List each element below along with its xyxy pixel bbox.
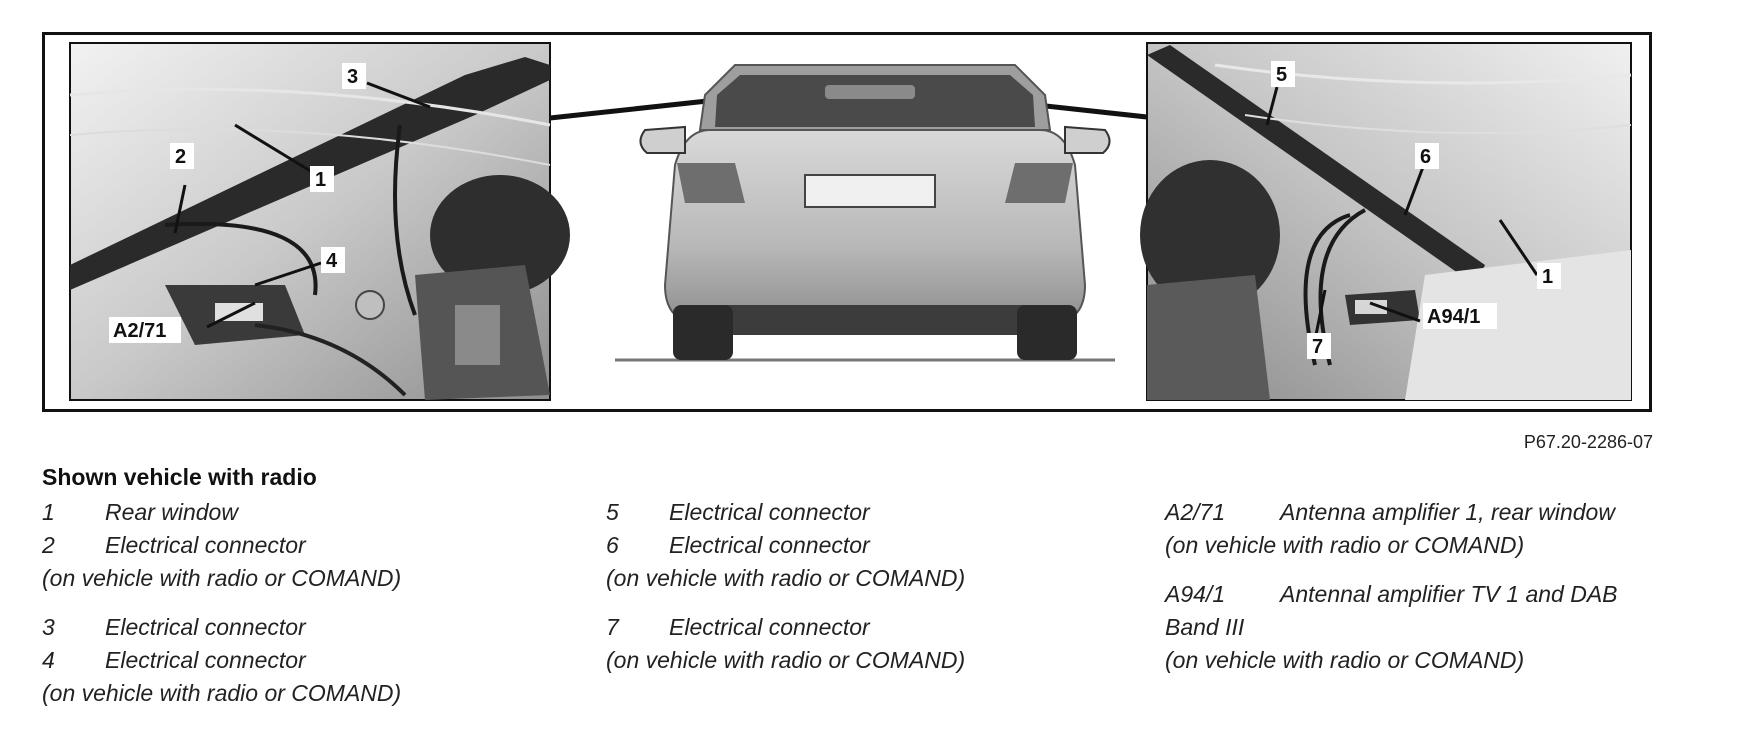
legend-text: Electrical connector — [669, 532, 870, 558]
legend-number: 4 — [42, 647, 55, 673]
legend-number: 5 — [606, 499, 619, 525]
legend-text: Antenna amplifier 1, rear window — [1280, 499, 1615, 525]
legend-number: A94/1 — [1165, 581, 1226, 607]
legend-item — [606, 529, 1126, 562]
legend-item — [1165, 578, 1685, 611]
callout-1-right: 1 — [1542, 266, 1554, 288]
legend-item — [42, 611, 562, 644]
legend-text: Electrical connector — [669, 499, 870, 525]
legend-number: A2/71 — [1165, 499, 1226, 525]
legend-text: Rear window — [105, 499, 238, 525]
callout-7: 7 — [1312, 336, 1324, 358]
legend-item — [606, 611, 1126, 644]
legend-text: Electrical connector — [669, 614, 870, 640]
callout-5: 5 — [1276, 64, 1288, 86]
reference-code: P67.20-2286-07 — [1523, 432, 1653, 452]
legend-number: 3 — [42, 614, 55, 640]
legend-text: Electrical connector — [105, 532, 306, 558]
diagram-figure — [42, 32, 1652, 412]
legend-item — [42, 644, 562, 677]
right-detail-photo — [1140, 43, 1631, 400]
vehicle-rear-view — [615, 65, 1115, 360]
callout-3: 3 — [347, 66, 359, 88]
legend-text: Electrical connector — [105, 647, 306, 673]
legend-item — [42, 529, 562, 562]
left-detail-photo — [70, 43, 570, 400]
legend-item — [42, 496, 562, 529]
callout-6: 6 — [1420, 146, 1432, 168]
legend-note: Band III — [1165, 614, 1245, 640]
callout-2: 2 — [175, 146, 187, 168]
diagram-svg — [45, 35, 1649, 409]
legend-column-3 — [1165, 496, 1685, 677]
legend-number: 6 — [606, 532, 619, 558]
legend-note: (on vehicle with radio or COMAND) — [42, 565, 402, 591]
legend-number: 7 — [606, 614, 619, 640]
legend-item — [1165, 496, 1685, 529]
legend-number: 2 — [42, 532, 55, 558]
legend-text: Antennal amplifier TV 1 and DAB — [1280, 581, 1618, 607]
legend-note: (on vehicle with radio or COMAND) — [1165, 532, 1525, 558]
legend-note: (on vehicle with radio or COMAND) — [42, 680, 402, 706]
legend-item — [606, 496, 1126, 529]
callout-a2-71: A2/71 — [113, 320, 167, 342]
legend-note: (on vehicle with radio or COMAND) — [606, 647, 966, 673]
callout-a94-1: A94/1 — [1427, 306, 1481, 328]
legend-text: Electrical connector — [105, 614, 306, 640]
legend-number: 1 — [42, 499, 55, 525]
legend-column-2 — [606, 496, 1126, 677]
legend-title: Shown vehicle with radio — [42, 464, 317, 490]
legend-column-1 — [42, 496, 562, 710]
link-line-left — [550, 99, 726, 118]
callout-1-left: 1 — [315, 169, 327, 191]
legend-note: (on vehicle with radio or COMAND) — [606, 565, 966, 591]
legend-note: (on vehicle with radio or COMAND) — [1165, 647, 1525, 673]
callout-4: 4 — [326, 250, 338, 272]
